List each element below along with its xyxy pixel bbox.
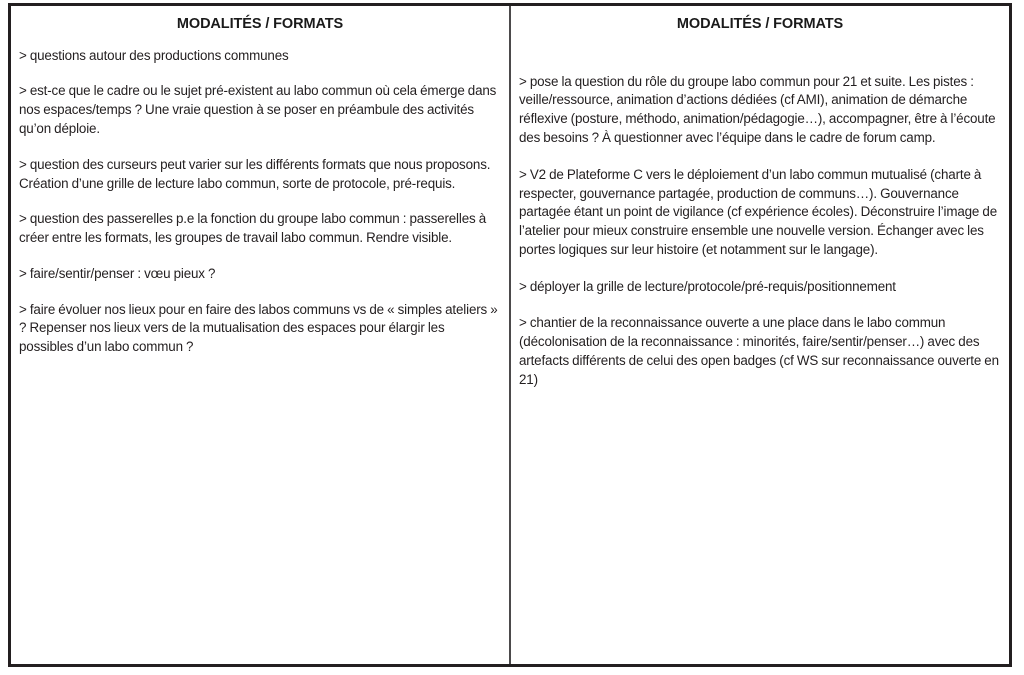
paragraph: > faire/sentir/penser : vœu pieux ? [19,265,216,281]
table-column-left [11,6,511,664]
paragraph: > question des passerelles p.e la fonction du groupe labo commun : passerelles à créer entre les formats, les groupes de travail labo commun. Rendre visible. [19,211,487,246]
paragraph: > questions autour des productions communes [19,47,289,63]
table-column-right [511,6,1009,664]
column-right-header: MODALITÉS / FORMATS [676,16,844,32]
paragraph: > déployer la grille de lecture/protocole/pré-requis/positionnement [519,278,896,294]
paragraph: > faire évoluer nos lieux pour en faire des labos communs vs de « simples ateliers » ? Repenser nos lieux vers de la mutualisation des espaces pour élargir les possibles d’un labo commun ? [19,301,498,355]
paragraph: > pose la question du rôle du groupe labo commun pour 21 et suite. Les pistes : veille/ressource, animation d’actions dédiées (cf AMI), animation de démarche réflexive (posture, méthodo, animation/pédagogie…), accompagner, être à l’écoute des besoins ? À questionner avec l’équipe dans le cadre de forum camp. [519,73,996,145]
column-right-body [519,73,1001,390]
two-column-table [8,3,1012,667]
column-left-body [19,47,501,357]
paragraph: > est-ce que le cadre ou le sujet pré-existent au labo commun où cela émerge dans nos espaces/temps ? Une vraie question à se poser en préambule des activités qu’on déploie. [19,83,497,136]
paragraph: > question des curseurs peut varier sur les différents formats que nous proposons. Création d’une grille de lecture labo commun, sorte de protocole, pré-requis. [19,156,491,191]
paragraph: > V2 de Plateforme C vers le déploiement d’un labo commun mutualisé (charte à respecter, gouvernance partagée, production de communs…). Gouvernance partagée étant un point de vigilance (cf expérience écoles). Déconstruire l’image de l’atelier pour mieux construire ensemble une nouvelle version. Échanger avec les portes logiques sur leur histoire (et notamment sur le langage). [519,166,997,257]
paragraph: > chantier de la reconnaissance ouverte a une place dans le labo commun (décolonisation de la reconnaissance : minorités, faire/sentir/penser…) avec des artefacts différents de celui des open badges (cf WS sur reconnaissance ouverte en 21) [519,315,999,387]
column-left-header: MODALITÉS / FORMATS [176,16,344,32]
